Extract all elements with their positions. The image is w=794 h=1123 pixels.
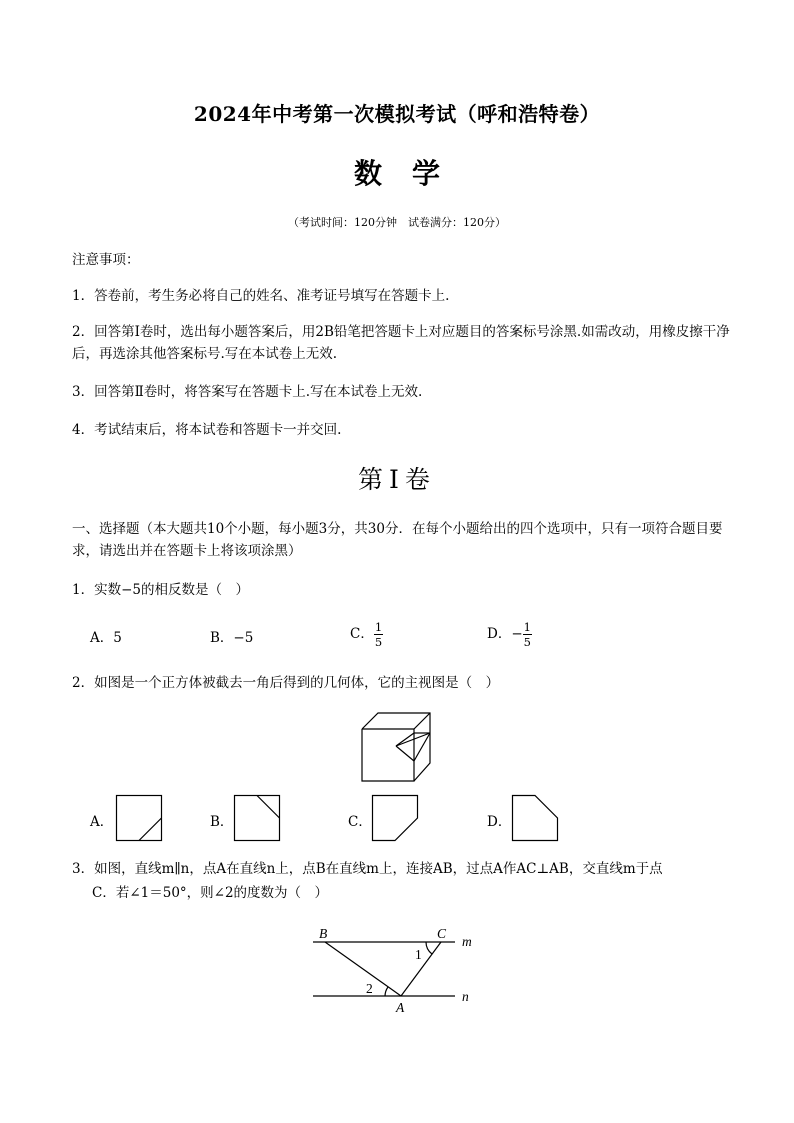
q3-parallel-lines-figure bbox=[305, 925, 485, 1020]
q2-option-b-figure bbox=[234, 795, 280, 841]
q1-option-d-fraction bbox=[523, 620, 532, 649]
q2-cut-cube-figure bbox=[362, 711, 432, 781]
q2-option-c-figure bbox=[372, 795, 418, 841]
fraction-denominator: 5 bbox=[374, 635, 383, 649]
q1-option-d-prefix: D．− bbox=[487, 626, 523, 642]
fraction-numerator: 1 bbox=[374, 620, 383, 634]
fraction-denominator: 5 bbox=[523, 635, 531, 649]
section-title: 第Ⅰ卷 bbox=[358, 465, 436, 494]
label-angle-2: 2 bbox=[366, 981, 373, 996]
notice-item-1: 1．答卷前，考生务必将自己的姓名、准考证号填写在答题卡上. bbox=[72, 288, 450, 304]
exam-time-info: （考试时间：120分钟 试卷满分：120分） bbox=[288, 216, 506, 229]
fraction-numerator: 1 bbox=[523, 620, 531, 634]
q2-option-c-label: C． bbox=[348, 814, 372, 830]
q1-option-c bbox=[350, 620, 383, 649]
notice-heading: 注意事项： bbox=[72, 252, 140, 268]
q2-option-a-figure bbox=[116, 795, 162, 841]
q2-option-d-figure bbox=[512, 795, 558, 841]
label-m: m bbox=[462, 934, 472, 949]
label-a: A bbox=[396, 1000, 405, 1015]
notice-item-3: 3．回答第Ⅱ卷时，将答案写在答题卡上.写在本试卷上无效. bbox=[72, 384, 423, 400]
q2-option-a-label: A． bbox=[90, 814, 114, 830]
q1-option-c-prefix: C． bbox=[350, 626, 374, 642]
label-c: C bbox=[437, 926, 447, 941]
subject-title: 数学 bbox=[353, 157, 470, 190]
label-b: B bbox=[319, 926, 328, 941]
label-angle-1: 1 bbox=[415, 947, 422, 962]
q2-stem: 2．如图是一个正方体被截去一角后得到的几何体，它的主视图是（ ） bbox=[72, 675, 500, 691]
q2-option-d-label: D． bbox=[487, 814, 512, 830]
notice-item-4: 4．考试结束后，将本试卷和答题卡一并交回. bbox=[72, 422, 342, 438]
exam-title: 2024年中考第一次模拟考试（呼和浩特卷） bbox=[193, 102, 601, 126]
q1-option-a: A．5 bbox=[90, 630, 122, 646]
part1-heading: 一、选择题（本大题共10个小题，每小题3分，共30分．在每个小题给出的四个选项中，只有一项符合题目要求，请选出并在答题卡上将该项涂黑） bbox=[72, 521, 723, 559]
label-n: n bbox=[462, 989, 469, 1004]
q1-option-d bbox=[487, 620, 532, 649]
q1-stem: 1．实数−5的相反数是（ ） bbox=[72, 582, 249, 598]
q3-stem-line1: 3．如图，直线m∥n，点A在直线n上，点B在直线m上，连接AB，过点A作AC⊥AB，交直线m于点 bbox=[72, 861, 663, 877]
q1-option-b: B．−5 bbox=[210, 630, 254, 646]
angle-2-arc bbox=[385, 987, 388, 996]
notice-item-2: 2．回答第Ⅰ卷时，选出每小题答案后，用2B铅笔把答题卡上对应题目的答案标号涂黑.如需改动，用橡皮擦干净后，再选涂其他答案标号.写在本试卷上无效. bbox=[72, 324, 730, 362]
q2-option-b-label: B． bbox=[210, 814, 234, 830]
segment-ab bbox=[325, 942, 401, 996]
q3-stem-line2: C．若∠1＝50°，则∠2的度数为（ ） bbox=[92, 885, 329, 901]
angle-1-arc bbox=[426, 942, 432, 954]
q1-option-c-fraction bbox=[374, 620, 383, 649]
